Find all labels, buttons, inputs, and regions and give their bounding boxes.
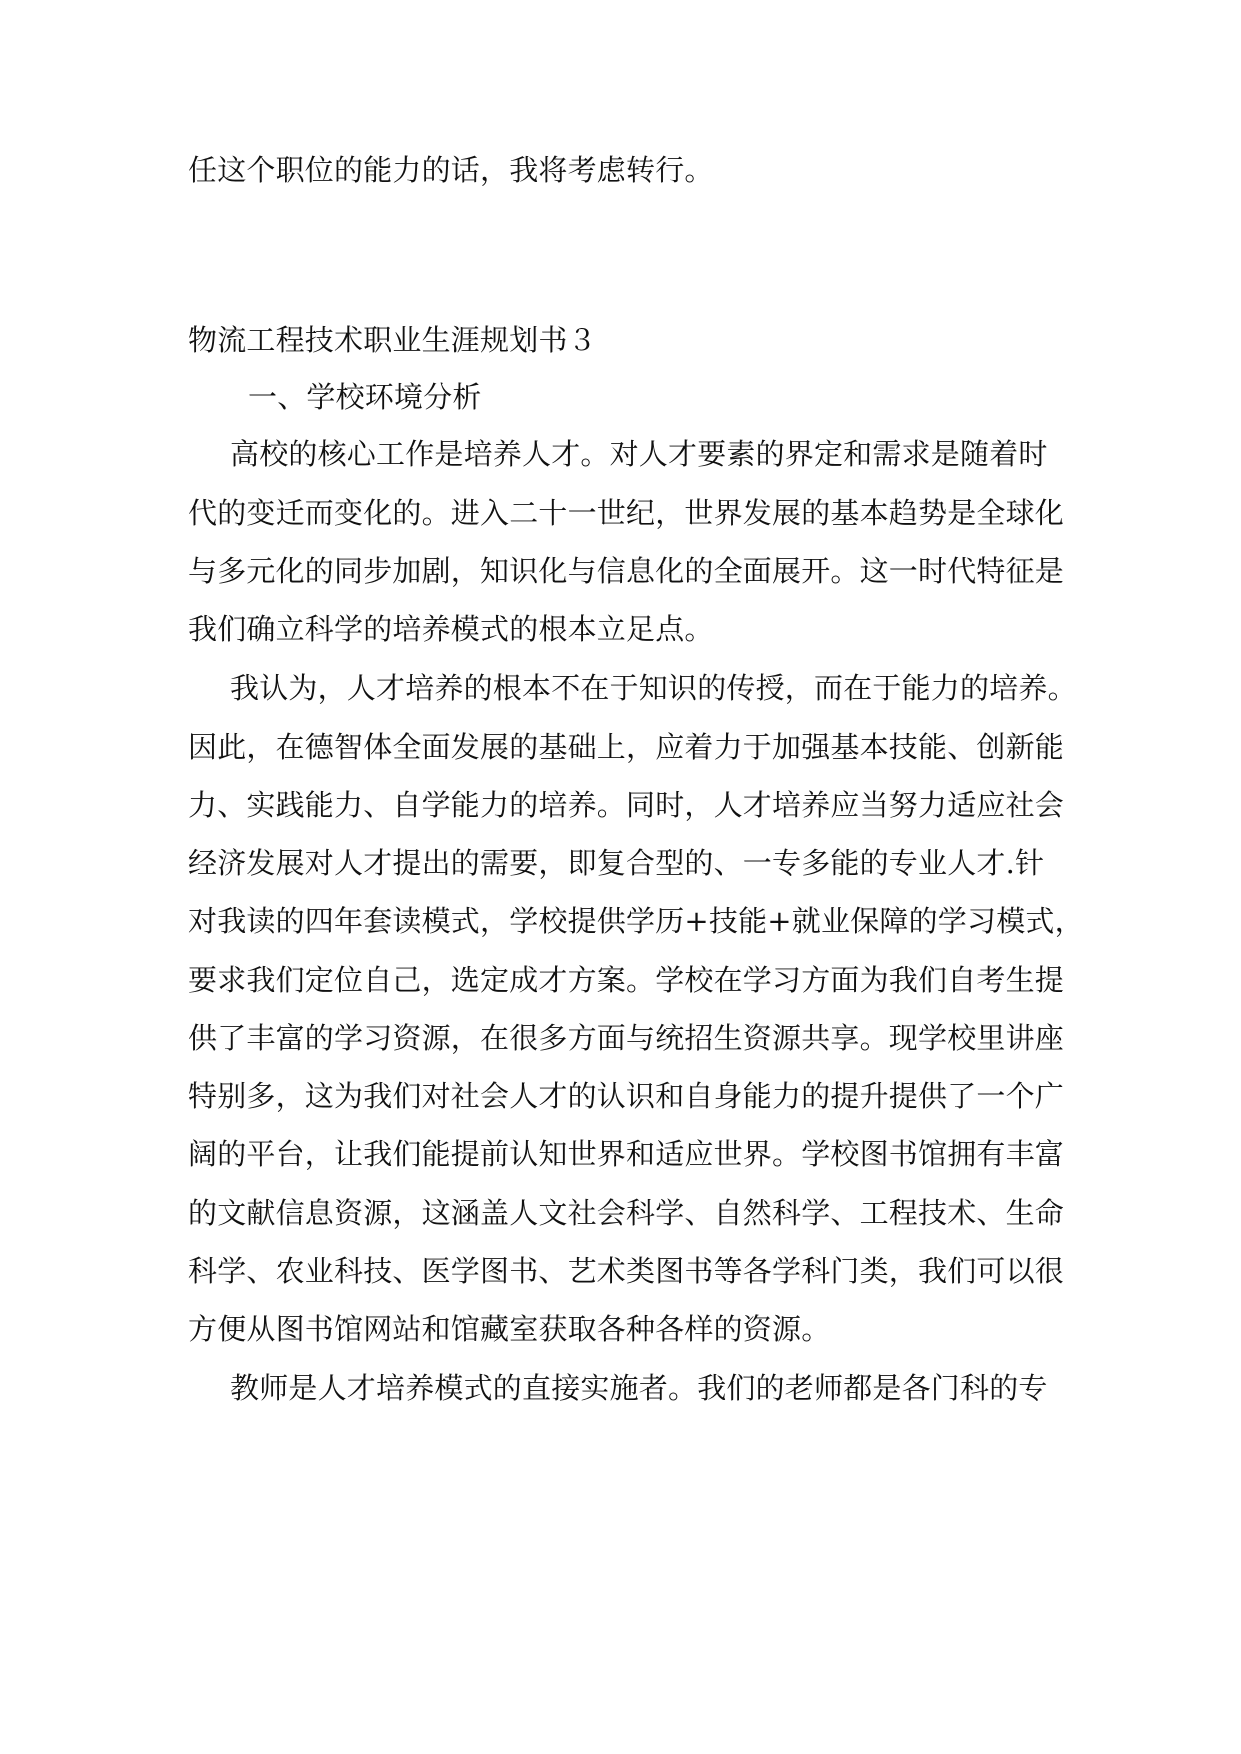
text-line: 阔的平台，让我们能提前认知世界和适应世界。学校图书馆拥有丰富 (188, 1137, 1065, 1171)
text-line: 科学、农业科技、医学图书、艺术类图书等各学科门类，我们可以很 (188, 1254, 1065, 1288)
text-line: 特别多，这为我们对社会人才的认识和自身能力的提升提供了一个广 (188, 1079, 1065, 1113)
text-line: 我们确立科学的培养模式的根本立足点。 (188, 612, 714, 646)
paragraph-first-line: 我认为，人才培养的根本不在于知识的传授，而在于能力的培养。 (230, 671, 1077, 705)
section-heading: 一、学校环境分析 (248, 380, 482, 414)
text-line: 的文献信息资源，这涵盖人文社会科学、自然科学、工程技术、生命 (188, 1196, 1065, 1230)
text-line: 要求我们定位自己，选定成才方案。学校在学习方面为我们自考生提 (188, 963, 1065, 997)
paragraph-first-line: 高校的核心工作是培养人才。对人才要素的界定和需求是随着时 (230, 437, 1048, 471)
paragraph-first-line: 教师是人才培养模式的直接实施者。我们的老师都是各门科的专 (230, 1371, 1048, 1405)
text-line: 力、实践能力、自学能力的培养。同时，人才培养应当努力适应社会 (188, 788, 1065, 822)
text-line: 对我读的四年套读模式，学校提供学历+技能+就业保障的学习模式， (188, 904, 1084, 938)
text-line: 方便从图书馆网站和馆藏室获取各种各样的资源。 (188, 1312, 831, 1346)
text-line: 代的变迁而变化的。进入二十一世纪，世界发展的基本趋势是全球化 (188, 496, 1065, 530)
text-line: 任这个职位的能力的话，我将考虑转行。 (188, 153, 714, 187)
section-title: 物流工程技术职业生涯规划书３ (188, 323, 597, 357)
text-line: 因此，在德智体全面发展的基础上，应着力于加强基本技能、创新能 (188, 730, 1065, 764)
text-line: 与多元化的同步加剧，知识化与信息化的全面展开。这一时代特征是 (188, 554, 1065, 588)
text-line: 供了丰富的学习资源，在很多方面与统招生资源共享。现学校里讲座 (188, 1021, 1065, 1055)
text-line: 经济发展对人才提出的需要，即复合型的、一专多能的专业人才.针 (188, 846, 1045, 880)
